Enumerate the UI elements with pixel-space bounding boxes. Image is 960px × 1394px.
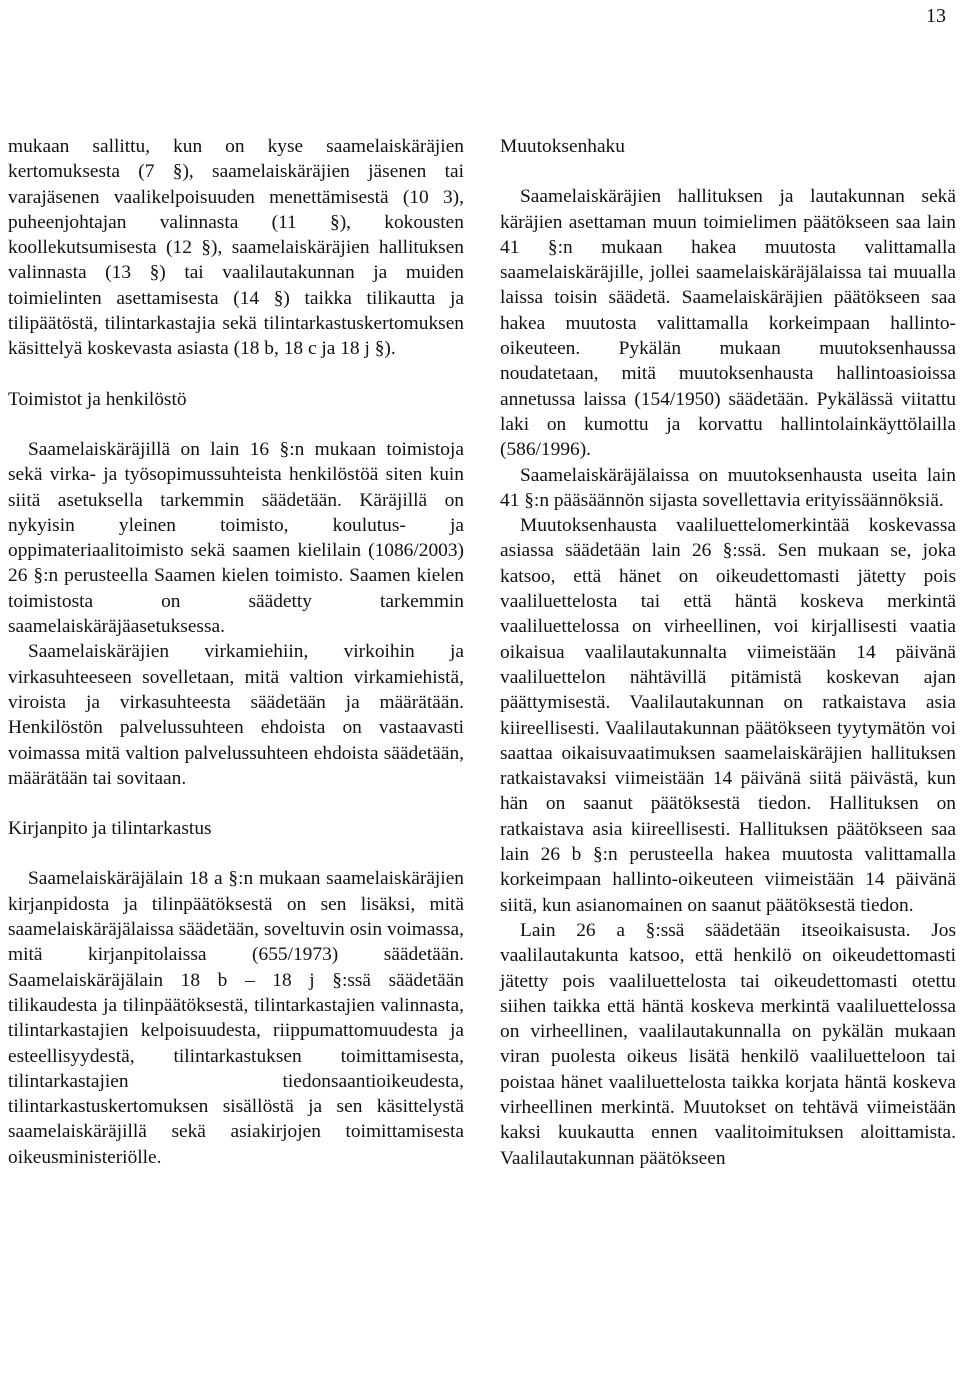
appeals-paragraph-2: Saamelaiskäräjälaissa on muutoksenhausta useita lain 41 §:n pääsäännön sijasta sovellettavia erityissäännöksiä. <box>500 464 956 511</box>
offices-paragraph-1: Saamelaiskäräjillä on lain 16 §:n mukaan toimistoja sekä virka- ja työsopimussuhteista henkilöstöä siten kuin siitä asetuksella tarkemmin säädetään. Käräjillä on nykyisin yleinen toimisto, koulutus- ja oppimateriaalitoimisto sekä saamen kielilain (1086/2003) 26 §:n perusteella Saamen kielen toimisto. Saamen kielen toimistosta on säädetty tarkemmin saamelaiskäräjäasetuksessa. <box>8 438 464 638</box>
section-heading-appeals: Muutoksenhaku <box>500 136 625 157</box>
appeals-paragraph-1: Saamelaiskäräjien hallituksen ja lautakunnan sekä käräjien asettaman muun toimielimen päätökseen saa lain 41 §:n mukaan hakea muutosta valittamalla saamelaiskäräjille, jollei saamelaiskäräjälaissa tai muualla laissa toisin säädetä. Saamelaiskäräjien päätökseen saa hakea muutosta valittamalla korkeimpaan hallinto-oikeuteen. Pykälän mukaan muutoksenhaussa noudatetaan, mitä muutoksenhausta hallintoasioissa annetussa laissa (154/1950) säädetään. Pykälässä viitattu laki on kumottu ja korvattu hallintolainkäyttölailla (586/1996). <box>500 186 956 461</box>
appeals-paragraph-3: Muutoksenhausta vaaliluettelomerkintää koskevassa asiassa säädetään lain 26 §:ssä. Sen mukaan se, joka katsoo, että hänet on oikeudettomasti jätetty pois vaaliluettelosta tai että häntä koskeva merkintä vaaliluettelossa on virheellinen, voi kirjallisesti vaatia oikaisua vaalilautakunnalta viimeistään 14 päivänä vaaliluettelon nähtävillä pitämistä koskevan ajan päättymisestä. Vaalilautakunnan on ratkaistava asia kiireellisesti. Vaalilautakunnan päätökseen tyytymätön voi saattaa oikaisuvaatimuksen saamelaiskäräjien hallituksen ratkaistavaksi viimeistään 14 päivänä siitä päivästä, kun hän on saanut päätöksestä tiedon. Hallituksen on ratkaistava asia kiireellisesti. Hallituksen päätökseen saa lain 26 b §:n perusteella hakea muutosta valittamalla korkeimpaan hallinto-oikeuteen viimeistään 14 päivänä siitä, kun asianomainen on saanut päätöksestä tiedon. <box>500 515 956 916</box>
accounting-paragraph-1: Saamelaiskäräjälain 18 a §:n mukaan saamelaiskäräjien kirjanpidosta ja tilinpäätöksestä on sen lisäksi, mitä saamelaiskäräjälaissa säädetään, soveltuvin osin voimassa, mitä kirjanpitolaissa (655/1973) säädetään. Saamelaiskäräjälain 18 b – 18 j §:ssä säädetään tilikaudesta ja tilinpäätöksestä, tilintarkastajien valinnasta, tilintarkastajien kelpoisuudesta, riippumattomuudesta ja esteellisyydestä, tilintarkastuksen toimittamisesta, tilintarkastajien tiedonsaantioikeudesta, tilintarkastuskertomuksen sisällöstä ja sen käsittelystä saamelaiskäräjillä sekä asiakirjojen toimittamisesta oikeusministeriölle. <box>8 868 464 1168</box>
intro-paragraph: mukaan sallittu, kun on kyse saamelaiskäräjien kertomuksesta (7 §), saamelaiskäräjien jäsenen tai varajäsenen vaalikelpoisuuden menettämisestä (10 3), puheenjohtajan valinnasta (11 §), kokousten koollekutsumisesta (12 §), saamelaiskäräjien hallituksen valinnasta (13 §) tai vaalilautakunnan ja muiden toimielinten asettamisesta (14 §) taikka tilikautta ja tilipäätöstä, tilintarkastajia sekä tilintarkastuskertomuksen käsittelyä koskevasta asiasta (18 b, 18 c ja 18 j §). <box>8 136 464 360</box>
left-column <box>8 134 464 1170</box>
offices-paragraph-2: Saamelaiskäräjien virkamiehiin, virkoihin ja virkasuhteeseen sovelletaan, mitä valtion virkamiehistä, viroista ja virkasuhteesta säädetään ja määrätään. Henkilöstön palvelussuhteen ehdoista on vastaavasti voimassa mitä valtion palvelussuhteen ehdoista säädetään, määrätään tai sovitaan. <box>8 641 464 789</box>
section-heading-offices: Toimistot ja henkilöstö <box>8 388 187 410</box>
page-number: 13 <box>926 5 946 27</box>
section-heading-accounting: Kirjanpito ja tilintarkastus <box>8 818 212 840</box>
appeals-paragraph-4: Lain 26 a §:ssä säädetään itseoikaisusta. Jos vaalilautakunta katsoo, että henkilö on oikeudettomasti jätetty pois vaaliluettelosta tai oikeudettomasti otettu siihen taikka että häntä koskeva merkintä vaaliluettelossa on virheellinen, vaalilautakunnalla on pykälän mukaan viran puolesta oikeus lisätä henkilö vaaliluetteloon tai poistaa hänet vaaliluettelosta taikka korjata häntä koskeva virheellinen merkintä. Muutokset on tehtävä viimeistään kaksi kuukautta ennen vaalitoimituksen aloittamista. Vaalilautakunnan päätökseen <box>500 919 956 1169</box>
right-column <box>500 134 956 1171</box>
